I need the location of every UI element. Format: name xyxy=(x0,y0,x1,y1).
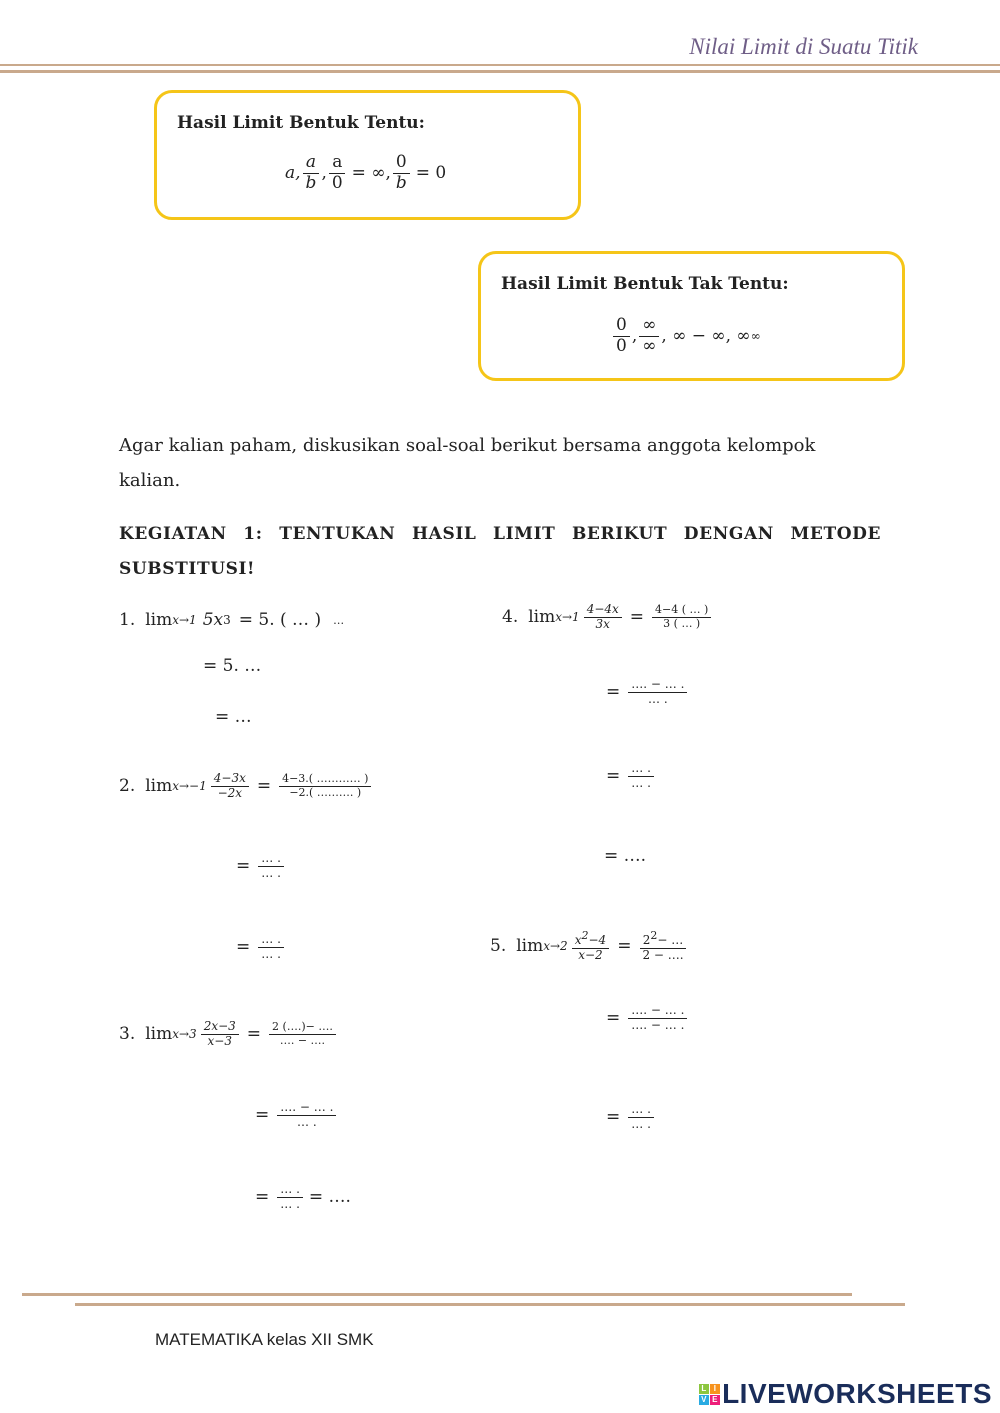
brand-logo[interactable] xyxy=(699,1378,992,1410)
intro-paragraph: Agar kalian paham, diskusikan soal-soal berikut bersama anggota kelompok kalian. xyxy=(119,435,816,491)
page-header-title: Nilai Limit di Suatu Titik xyxy=(689,34,918,59)
box-bentuk-tentu-formula: a, $\frac{a}{b}$ , $\frac{a}{0}$ = ∞, $\frac{0}{b}$ = 0 xyxy=(285,152,447,193)
brand-text: LIVEWORKSHEETS xyxy=(722,1378,992,1409)
box-bentuk-tentu xyxy=(154,90,581,220)
box-bentuk-tak-tentu-formula: $\frac{0}{0}$ , $\frac{\infty}{\infty}$ , ∞ − ∞, ∞ ∞ xyxy=(611,316,761,356)
footer-text: MATEMATIKA kelas XII SMK xyxy=(155,1330,374,1349)
header-rule-top xyxy=(0,64,1000,66)
problem-2-step-2: = $\frac{\dots .}{\dots .}$ xyxy=(230,852,286,881)
problem-number: 4. xyxy=(502,607,519,628)
problem-3-step-3: = $\frac{\dots .}{\dots .}$ = …. xyxy=(255,1182,351,1211)
problem-2: 2. lim x→−1 $\frac{4-3x}{-2x}$ = $\frac{4-3.( \dots\dots\dots\dots )}{-2.( \dots\dots\dots. )}$ xyxy=(119,772,373,801)
box-bentuk-tak-tentu-title: Hasil Limit Bentuk Tak Tentu: xyxy=(501,274,789,294)
brand-grid-icon: L I V E xyxy=(699,1384,720,1405)
problem-5-step-3: = $\frac{\dots .}{\dots .}$ xyxy=(600,1103,656,1132)
problem-number: 2. xyxy=(119,776,136,797)
problem-1-step-3: = … xyxy=(215,707,252,727)
problem-number: 1. xyxy=(119,610,136,630)
box-bentuk-tak-tentu xyxy=(478,251,905,381)
problem-4-step-3: = $\frac{\dots .}{\dots .}$ xyxy=(600,762,656,791)
problem-number: 3. xyxy=(119,1024,136,1045)
problem-2-step-3: = $\frac{\dots .}{\dots .}$ xyxy=(230,933,286,962)
problem-1: 1. lim x→1 5x 3 = 5. ( … ) … xyxy=(119,610,345,630)
problem-4-step-4: = …. xyxy=(604,846,647,866)
activity-heading: KEGIATAN 1: TENTUKAN HASIL LIMIT BERIKUT DENGAN METODE SUBSTITUSI! xyxy=(119,524,881,579)
problem-3: 3. lim x→3 $\frac{2x-3}{x-3}$ = $\frac{2 (\dots.)- \dots.}{\dots. - \dots.}$ xyxy=(119,1020,338,1049)
problem-number: 5. xyxy=(490,936,507,957)
problem-4: 4. lim x→1 $\frac{4-4x}{3x}$ = $\frac{4-4 ( \dots )}{3 ( \dots )}$ xyxy=(502,603,713,632)
problem-3-step-2: = $\frac{\dots. - \dots .}{\dots .}$ xyxy=(249,1101,338,1130)
problem-1-step-2: = 5. … xyxy=(203,656,262,676)
box-bentuk-tentu-title: Hasil Limit Bentuk Tentu: xyxy=(177,113,425,133)
problem-5: 5. lim x→2 $\frac{x^2-4}{x-2}$ = $\frac{2^2- \dots}{2 - \dots.}$ xyxy=(490,930,689,963)
problem-5-step-2: = $\frac{\dots. - \dots .}{\dots. - \dots .}$ xyxy=(600,1004,689,1033)
problem-4-step-2: = $\frac{\dots. - \dots .}{\dots .}$ xyxy=(600,678,689,707)
header-rule-bottom xyxy=(0,70,1000,73)
footer-rule-upper xyxy=(22,1293,852,1296)
footer-rule-lower xyxy=(75,1303,905,1306)
